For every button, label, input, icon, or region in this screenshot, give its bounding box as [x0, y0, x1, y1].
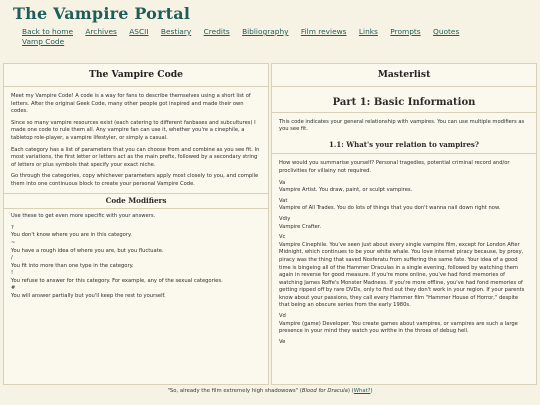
option-list — [279, 180, 529, 347]
nav-link-film-reviews[interactable]: Film reviews — [300, 27, 347, 36]
modifiers-intro: Use these to get even more specific with your answers. — [11, 213, 156, 220]
panel-body — [4, 87, 268, 307]
modifier-text: You will answer partially but you'll keep the rest to yourself. — [11, 293, 166, 300]
quote-source: Blood for Dracula — [301, 388, 348, 394]
modifier-symbol: ? — [11, 224, 14, 231]
masterlist-panel[interactable] — [271, 63, 537, 385]
site-title: The Vampire Portal — [13, 4, 191, 23]
nav-link-credits[interactable]: Credits — [203, 27, 230, 36]
panel-title: Masterlist — [272, 64, 536, 87]
option-text: Vampire Cinephile. You've seen just about every single vampire film, except for London After Midnight, which continues to be your white whale. You love internet piracy because, by proxy, piracy was the thing that saved Nosferatu from suffering the same fate. Your idea of a good time is bingeing all of the Hammer Draculas in a single evening, followed by watching them again in reverse for good measure. If you're more online, you've had fond memories of watching James Roffe's Monster Madness. If you're more offline, you've had fond memories of getting ripped off by rare DVDs, only to find out they don't work in your region. If your parents know about your passions, they call every Hammer film "Hammer House of Horror," despite that being an obscure series from the early 1980s. — [279, 241, 525, 309]
modifier-text: You don't know where you are in this category. — [11, 232, 132, 239]
what-link[interactable]: What? — [353, 388, 371, 394]
modifiers-title: Code Modifiers — [4, 193, 268, 210]
option-code: Vd — [279, 313, 286, 320]
option-code: Vat — [279, 197, 288, 204]
intro-paragraph: Meet my Vampire Code! A code is a way for fans to describe themselves using a short list of letters. After the original Geek Code, many other people got inspired and made their own codes. — [11, 93, 251, 115]
nav-link-links[interactable]: Links — [358, 27, 378, 36]
question-title: 1.1: What's your relation to vampires? — [272, 138, 536, 155]
option-text: Vampire Crafter. — [279, 223, 322, 230]
nav-link-bibliography[interactable]: Bibliography — [242, 27, 289, 36]
nav-link-ascii[interactable]: ASCII — [129, 27, 149, 36]
modifier-list — [11, 225, 261, 301]
option-text: Vampire (game) Developer. You create games about vampires, or vampires are such a large presence in your mind they watch you writhe in the throes of debug hell. — [279, 320, 518, 335]
main-nav — [22, 27, 522, 47]
question-intro: How would you summarise yourself? Personal tragedies, potential criminal record and/or proclivities for villainy not required. — [279, 160, 510, 174]
part-intro: This code indicates your general relationship with vampires. You can use multiple modifiers as you see fit. — [279, 118, 525, 133]
panel-body — [272, 87, 536, 352]
modifier-text: You have a rough idea of where you are, but you fluctuate. — [11, 247, 164, 254]
panel-title: The Vampire Code — [4, 64, 268, 87]
nav-link-archives[interactable]: Archives — [85, 27, 117, 36]
modifier-text: You refuse to answer for this category. For example, any of the sexual categories. — [11, 277, 223, 284]
footer-quote: "So, already the film extremely high shadowows" (Blood for Dracula) (What?) — [167, 388, 373, 394]
quote-text: "So, already the film extremely high shadowows" — [167, 388, 299, 394]
nav-link-home[interactable]: Back to home — [22, 27, 74, 36]
modifier-symbol: ~ — [11, 239, 16, 246]
option-text: Vampire of All Trades. You do lots of things that you don't wanna nail down right now. — [279, 205, 501, 212]
nav-link-prompts[interactable]: Prompts — [390, 27, 421, 36]
intro-paragraph: Since so many vampire resources exist (each catering to different fanbases and subcultures) I made one code to rule them all. Any vampire fan can use it, whether you're a cinephile, a tabletop role-player, a vampire lifestyler, or simply a casual. — [11, 119, 256, 141]
vampire-code-panel[interactable] — [3, 63, 269, 385]
nav-link-quotes[interactable]: Quotes — [433, 27, 460, 36]
intro-paragraph: Each category has a list of parameters that you can choose from and combine as you see fit. In most variations, the first letter or letters act as the main prefix, followed by a secondary string of letters or plus symbols that specify your exact niche. — [11, 146, 260, 168]
modifier-text: You fit into more than one type in the category. — [11, 262, 134, 269]
modifier-symbol: / — [11, 255, 13, 262]
nav-link-vamp-code[interactable]: Vamp Code — [22, 37, 65, 46]
nav-link-bestiary[interactable]: Bestiary — [160, 27, 192, 36]
option-code: Vdiy — [279, 215, 291, 222]
option-code: Vc — [279, 234, 286, 241]
option-code: Va — [279, 179, 286, 186]
option-code: Ve — [279, 338, 286, 345]
option-text: Vampire Artist. You draw, paint, or sculpt vampires. — [279, 187, 413, 194]
modifier-symbol: # — [11, 285, 16, 292]
site-header — [0, 0, 540, 56]
intro-paragraph: Go through the categories, copy whichever parameters apply most closely to you, and compile them into one continuous block to create your personal Vampire Code. — [11, 173, 259, 187]
modifier-symbol: ! — [11, 270, 14, 277]
part-title: Part 1: Basic Information — [272, 93, 536, 113]
